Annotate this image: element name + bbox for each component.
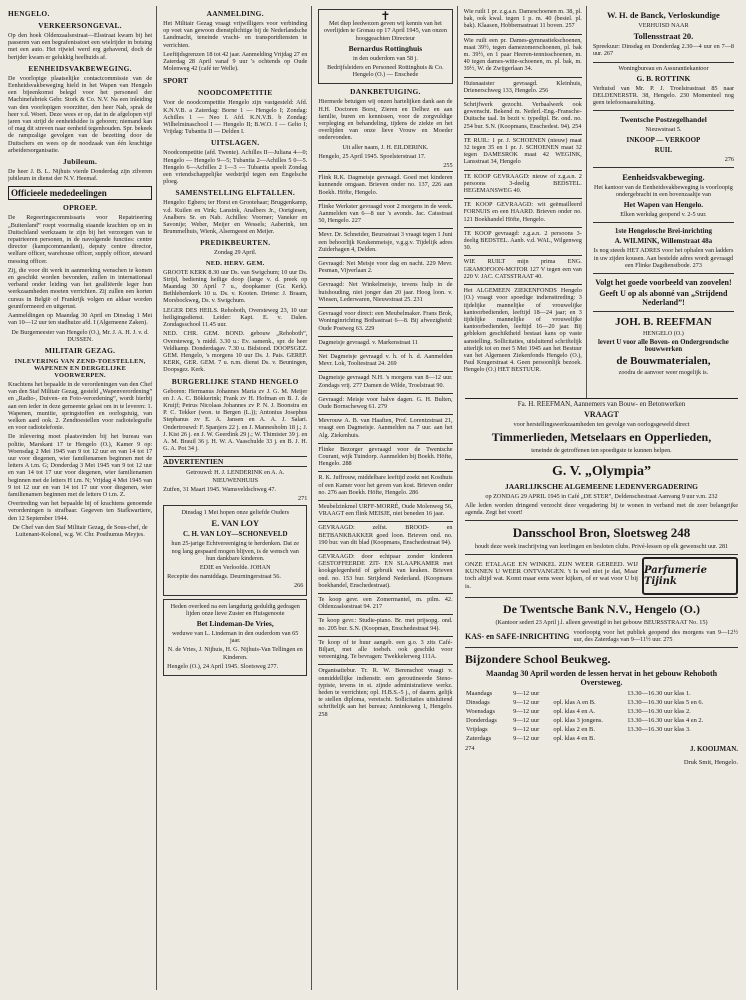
classified-ad [318,393,452,414]
ad-text: in den ouderdom van 58 j. [352,54,418,62]
ad-name: Dansschool Bron, Sloetsweg 248 [512,525,691,541]
cross-icon: ✝ [380,9,391,23]
article-text: Voor de noodcompetitie Hengelo zijn vastgesteld: Afd. K.N.V.B. a Zaterdag: Borne 1 — Hengelo I; Zondag: Achilles 1 — Neo I. Afd. K.N.V.B. b Zondag: Wilhelminaschool I — Hengelo II; B.W.O. I — Gelto I; Vrijdag: Tubantia II — Delden I. [163,99,308,136]
article-title: VERKEERSONGEVAL. [38,21,122,30]
classified-ad [464,34,582,77]
ad-text: TE RUIL: 1 pr. J. SCHOENEN (nieuw) maat 32 tegen 35 en 1 pr. J. SCHOENEN maat 32 tegen DAMESROK maat 42 WEGINK, Lansstraat 34, Hengelo [463,136,582,166]
ad-text: Spreekuur: Dinsdag en Donderdag 2.30—4 uur en 7—8 uur. 267 [592,43,735,58]
article-title: SAMENSTELLING ELFTALLEN. [175,188,296,198]
ad-text: Huisnaaister gevraagd. Kleinhuis, Drienerschweg 133, Hengelo. 256 [463,79,582,94]
ad-housing-bureau [593,62,734,111]
ad-name: De Twentsche Bank N.V., Hengelo (O.) [502,602,700,617]
ad-text: Zutfen, 31 Maart 1945. Wamsveldschweg 47. [163,485,276,493]
signature: De Burgemeester van Hengelo (O.), Mr. J. A. H. J. v. d. DUSSEN. [11,328,149,343]
classified-ad [318,471,452,500]
article-text: Zij, die voor dit werk in aanmerking wenschen te komen en geschikt worden bevonden, zullen in internationaal verband onder leiding van het gealliëerde leger hun werkzaamheden moeten verrichten. Zij zullen een korten cursus in België of Frankrijk volgen en aldaar worden geuniformeerd en uitgerust. [8,266,153,310]
classified-ad [464,77,582,98]
ad-text: teneinde de getroffenen ten spoedigste te kunnen helpen. [531,447,672,455]
ad-name: de Bouwmaterialen, [616,355,711,368]
ad-text: HENGELO (O.) [642,330,684,338]
school-timetable [465,689,738,743]
classified-ad [318,307,452,336]
ad-school [465,648,738,755]
article-text: GROOTE KERK 8.30 uur Ds. van Swigchum; 10 uur Ds. Strijd, bediening heilige doop (lange v. d. preek op Maandag 30 April 7 u., doopkamer (Gr. Kerk). Bethlehemkerk 10 u. Ds. v. Kooten. Driene: J. Braam, Morsbockweg, Ds. v. Swigchum. [163,268,308,305]
ad-text: RUIL [654,145,673,154]
tijink-logo: Parfumerie Tijink [642,557,738,595]
ad-text: Het kantoor van de Eenheidsvakbeweging is voorloopig ondergebracht in een bovenzaaltje van [594,183,733,199]
ad-text: Mevr. Dr. Schneider, Beursstraat 3 vraagt tegen 1 Juni een behoorlijk Keukenmeisje, v.g.g.v. Tijdelijk adres Zuiderhagen 4, Delden. [318,231,453,253]
table-row: Vrijdags 9—12 uur opl. klas 2 en B. 13.30—16.30 uur klas 3. [466,726,691,734]
ad-stamp-shop [593,110,734,166]
classified-ad [318,664,452,721]
ad-text: Schrijfwerk gezocht. Verbaalwerk ook gewenscht. Bekend m. Nederl.-Eng.-Fransche-Duitsche taal. In bezit v. typedipl. Br. ond. no. 254 bur. S.N. (Koopmans, Enschedest. 94). 254 [463,101,582,130]
classified-ad [318,636,452,665]
ad-name: Bijzondere School Beukweg. [465,652,611,667]
ad-name: W. H. de Banck, Verloskundige [607,10,720,20]
column-classifieds-1 [318,6,457,990]
ad-wedding [163,469,307,502]
ad-number: 276 [724,155,735,163]
ad-text: Flink R.K. Dagmeisje gevraagd. Goed met kinderen kunnende omgaan. Brieven onder no. 137, 226 aan Boekh. Höfte, Hengelo. [318,174,453,196]
ad-number: 271 [298,494,308,502]
ad-name: A. WILMINK, Willemstraat 48a [614,237,713,246]
ad-address: Nieuwstraat 5. [645,126,682,134]
ad-perfumery [465,555,738,598]
ad-text: Met diep leedwezen geven wij kennis van het overlijden te Gronau op 17 April 1945, van onzen hooggeachten Directeur [323,20,448,42]
ad-name: C. H. VAN LOY—SCHONEVELD [182,530,288,539]
ad-name: Volgt het goede voorbeeld van zoovelen! [595,278,732,288]
ad-name: Timmerlieden, Metselaars en Opperlieden, [491,430,712,445]
ad-name: Bet Lindeman-De Vries, [196,618,274,628]
table-row: Dinsdags 9—12 uur opl. klas A en B. 13.30—16.30 uur klas 5 en 6. [466,699,704,707]
ad-text: Woningbureau en Assurantiekantoor [618,64,709,72]
article-subtitle: INLEVERING VAN ZEND-TOESTELLEN, WAPENEN EN DERGELIJKE VOORWERPEN. [14,357,146,379]
classified-ad [464,255,582,284]
section-header: HENGELO. [8,9,50,18]
ad-text: Getrouwd: H. J. LENDERINK en A. A. NIEUWENHUIJS [186,469,285,484]
ad-name: Twentsche Postzegelhandel [620,115,707,125]
ad-text: zoodra de aanvoer weer mogelijk is. [618,369,709,377]
ad-text: EDIE en Verloofde. JOHAN [199,563,271,571]
ad-name: Eenheidsvakbeweging. [622,171,705,182]
ad-text: R. K. Juffrouw, middelbare leeftijd zoekt net Kosthuis of een Kamer voor het geven van kost. Brieven onder no. 276 aan Boekh. Höfte, Hengelo. 286 [318,474,453,496]
classified-ad [464,170,582,199]
ad-death-notice [318,9,452,84]
classified-ad [464,6,582,34]
classified-ad [318,336,452,350]
ad-text: Verhuisd van Mr. P. J. Troelstrastraat 85 naar DELDENERSTR. 38, Hengelo. 230 Momenteel nog geen telefoonaansluiting. [592,84,735,107]
ad-text: GEVRAAGD: zelfst. BROOD- en BETBANKBAKKER goed loon. Brieven ond. no. 190 bur. van dit blad (Koopmans, Enschedestraat 94). [318,524,453,546]
classified-ad [318,200,452,229]
ad-union [593,167,734,223]
article-text: De heer J. B. L. Nijhuis vierde Donderdag zijn zilveren jubileum in dienst der N.V. Heemaf. [8,168,153,183]
article-subtitle: UITSLAGEN. [211,138,260,148]
ad-text: (Kantoor sedert 23 April j.l. alleen gevestigd in het gebouw BEURSSTRAAT No. 15) [495,619,708,627]
ad-text: VRAAGT [584,410,619,420]
classified-list [318,171,452,722]
ad-text: TE KOOP gevraagd: z.g.a.n. 2 persoons 3-deelig BEDSTEL. Aanb. v.d. WAL, Wilgenweg 30. [463,229,582,252]
classified-ad [318,614,452,635]
ad-text: Hiermede betuigen wij onzen hartelijken dank aan de H.H. Doctoren Borst, Zieren en Delhez en aan familie, buren en kennissen, voor de zorgvuldige verpleging en behandeling, tijdens de ziekte en het overlijden van onze lieve Vrouw en Moeder ondervonden. [318,98,453,142]
ad-address: Tollensstraat 20. [633,31,694,42]
classified-ad [318,350,452,371]
ad-number: 266 [294,582,304,590]
ad-text: Hengelo (O.), 24 April 1945. Sloetsweg 277. [167,662,279,670]
ad-name: JOH. B. REEFMAN [615,316,712,329]
ad-text: Gevraagd: Net Winkelmeisje, tevens hulp in de huishouding, niet jonger dan 20 jaar. Hoog loon. v. Winsen, Lederwaren, Nieuwstraat 25. 231 [318,281,453,303]
ad-anniversary [163,505,307,595]
ad-text: TE KOOP GEVRAAGD: nieuw of z.g.a.n. 2 persoons 3-deelig BEDSTEL. HEGEMANSWEG 40. [463,172,582,195]
ad-text: Elken werkdag geopend v. 2-5 uur. [620,211,707,219]
article-title: BURGERLIJKE STAND HENGELO [171,376,299,386]
ad-text: TE KOOP GEVRAAGD: wit geëmailleerd FORNUIS en een HAARD. Brieven onder no. 121 Boekhandel Höfte, Hengelo. [463,201,582,223]
column-classifieds-2 [464,6,587,400]
ad-text: Het ALGEMEEN ZIEKENFONDS Hengelo (O.) vraagt voor spoedige indiensttreding: 3 tijdelijke mannelijke of vrouwelijke kantoorbedienden, leeftijd 18—24 jaar; en 3 tijdelijke mannelijke of vrouwelijke kantoorbedienden, leeftijd 16—20 jaar. Bij gebleken geschiktheid bestaat kans op vaste aanstelling. Sollicitaties, uitsluitend schriftelijk uiterlijk tot en met 5 Mei 1945 aan het Bestuur van het Algemeen Ziekenfonds Hengelo (O.), Paul Krugerstraat 4. Geen persoonlijk bezoek. Hengelo (O.) HET BESTUUR. [463,287,582,374]
ad-text: Geeft U op als abonné van „Strijdend Nederland”! [599,289,728,308]
classified-ad [464,98,582,134]
article-subtitle: NOODCOMPETITIE [198,88,273,98]
ad-dance-school [465,521,738,555]
ad-knitting [593,222,734,273]
article-text: Krachtens het bepaalde in de verordeningen van den Chef van den Staf Militair Gezag, gesteld „Wapenverordening” en „Radio-, Duiven- en Foto-verordening”, wordt hierbij aan een ieder in deze gemeente gelast om in te leveren: 1. Wapenen, munitie, springstoffen en oorlogstuig, van welken aard ook. 2. Zendtoestellen voor radiotelegrafie en voor radiotelefonie. [8,380,153,432]
ad-text: Te koop gevr.: Studie-piano. Br. met prijsopg. ond. no. 205 bur. S.N. (Koopman, Enschedestraat 94). [318,617,453,632]
ad-text: Meubelzinkmel URFF-MORRÉ, Oude Molenweg 56, VRAAGT een flink MEISJE, niet beneden 16 jaar. [318,502,453,518]
column-local-news [8,6,157,990]
ad-text: Wie ruilt een pr. Dames-gymnastiekschoenen, maat 39½, tegen damezomerschoenen, pl. bak m. 39½, en 1 paar Heeren-tennisschoenen, m. 40 tegen dames-witte-schoenen, m. pl. bak, m. 39½, W. de Zwijgerlaan 34. [463,36,582,73]
ad-text: houdt deze week inschrijving van leerlingen en besloten clubs. Privé-lessen op elk gewenscht uur. 281 [474,543,729,551]
article-text: Noodcompetitie (afd. Twente). Achilles II—Juliana 4—0; Hengelo — Hengelo 9—5; Tubantia 2—Achilles 5 0—5. Hengelo 6—Achilles 2 1—3 — Tubantia speelt Zondag een vriendschappelijke wedstrijd tegen een Engelsche ploeg. [163,149,308,186]
ad-text: Gevraagd voor direct: een Meubelmaker. Frans Brok, Woninginrichting Bothastraat 6—8. Bij afwezigheid: Oude Postweg 63. 229 [318,310,453,332]
ad-name: KAS- en SAFE-INRICHTING [465,632,570,642]
ad-text: hun 25-jarige Echtvereeniging te herdenken. Dat ze nog lang gespaard mogen blijven, is de wensch van hun dankbare kinderen. [171,540,300,562]
ad-text: N. de Vries, J. Nijhuis, H. G. Nijhuis-Van Tellingen en Kinderen. [167,646,303,661]
ad-text: voorloopig voor het publiek geopend des morgens van 9—12½ uur, des Zaterdags van 9—11½ uur. 275 [573,628,738,643]
article-title: Jubileum. [63,157,98,167]
classified-ad [318,171,452,200]
ad-text: INKOOP — VERKOOP [626,135,701,144]
signature: J. KOOIJMAN. [689,745,738,754]
article-title: MILITAIR GEZAG. [44,345,116,355]
classified-ad [318,257,452,278]
table-row: Zaterdags 9—12 uur opl. klas 4 en B. [466,735,595,743]
ad-obituary [163,599,307,676]
table-row: Donderdags 9—12 uur opl. klas 3 jongens. 13.30—16.30 uur klas 4 en 2. [466,717,704,725]
article-subtitle: NED. HERV. GEM. [205,259,265,267]
ad-text: op ZONDAG 29 APRIL 1945 in Café „DE STER”, Deldenschestraat Aanvang 9 uur v.m. 232 [485,492,718,500]
ad-name: 1ste Hengelosche Brei-inrichting [614,227,712,236]
ad-reefman-vacancy [465,399,738,460]
ad-bank [465,598,738,648]
ad-text: Dagmeisje gevraagd. v. Markenstraat 11 [318,338,419,346]
article-title: AANMELDING. [206,9,264,18]
classified-ad [318,593,452,614]
article-text: Leeftijdsgrenzen 18 tot 42 jaar. Aanmelding Vrijdag 27 en Zaterdag 28 April vanaf 9 uur 's ochtends op Oude Molenweg 42 (café ter Welle). [163,50,308,73]
ad-text: Is nog steeds HET ADRES voor het ophalen van ladders in uw zijden kousen. Aan bestelde adres wordt gevraagd een Flinke Dagdienstbode. 273 [593,247,734,269]
article-text: NED. CHR. GEM. BOND. gebouw „Rehoboth”, Oversteweg, 's midd. 3.30 u.: Ev. samenk., spr. de heer Veldkamp. Donderdagav. 7.30 u. Bidstond. DOOPSGEZ. GEM. Hengelo, 's morgens 10 uur Ds. J. Pais. GEREF. KERK, GER. GEM. 7 u. n.m. dienst Ds. v. Beuningen, Doopsgez. Kerk. [163,330,308,374]
ad-midwife [593,6,734,62]
ad-text: Maandag 30 April worden de lessen hervat in het gebouw Rehoboth Oversteweg. [485,669,718,688]
section-title: ADVERTENTIEN [163,456,307,467]
ad-number: 255 [443,162,453,170]
classified-ad [318,371,452,392]
article-text: Aanmeldingen op Maandag 30 April en Dinsdag 1 Mei van 10—12 uur ten stadhuize afd. I (Algemeene Zaken). [8,312,153,327]
classified-ad [464,134,582,170]
ad-text: VERHUISD NAAR [638,22,689,29]
ad-text: Organisatiebur. Tr. R. W. Berenschot vraagt v. onmiddellijke indiensttr. een geroutineerde Steno-typiste, tevens in st. zijnde administratieve werkz. heden te verrichten; opl. H.B.S.-5 j., of daarm. gelijk te stellen diploma, vereischt. Sollicitaties uitsluitend schriftelijk aan het bureau; Anninksweg 1, Hengelo. 258 [318,667,453,718]
ad-text: GEVRAAGD: door echtpaar zonder kinderen GESTOFFEERDE ZIT- EN SLAAPKAMER met kookgelegenheid of gebruik van keuken. Brieven ond. no. 153 bur. Strijdend Nederland. (Koopmans boekhandel, Enschedestraat). [318,552,453,589]
ad-subscription [593,273,734,311]
ad-text: Mevrouw A. B. van Haaften, Prof. Lorentzstraat 21, vraagt een Dagmeisje. Aanmelden na 7 uur. aan het Alg. Ziekenhuis. [318,417,453,439]
ad-text: ONZE ETALAGE EN WINKEL ZIJN WEER GEREED. WIJ KUNNEN U WEER ONTVANGEN. 't Is wel niet je dat, Maar toch altijd wat. Komt maar eens weer kijken, of er wat voor U bij is. [465,561,638,590]
ad-text: levert U voor alle Boven- en Ondergrondsche bouwwerken [598,339,729,354]
signature: De Chef van den Staf Militair Gezag, de Sous-chef, de Luitenant-Kolonel, w.g. W. Chr. Posthumus Meyjes. [12,523,148,538]
ad-text: JAARLIJKSCHE ALGEMEENE LEDENVERGADERING [505,481,698,491]
column-display-ads [593,6,738,400]
section-title: SPORT [163,76,188,86]
ad-text: Alle leden worden dringend verzocht deze vergadering bij te wonen in verband met de zeer belangrijke agenda. Zegt het voort! [465,501,738,517]
ad-text: weduwe van L. Lindeman in den ouderdom van 65 jaar. [172,629,299,645]
ad-text: Te koop gevr. een Zomermantel, m. pilm. 42. Oldenzaalsestraat 94. 217 [318,595,453,611]
ad-text: Dagmeisje gevraagd N.H. 's morgens van 8—12 uur. Zondags vrij. 277 Damen de Wilde, Troelstraat 90. [318,374,453,389]
classified-ad [464,198,582,227]
wide-ads-block [465,398,738,985]
article-title: PREDIKBEURTEN. [200,238,271,248]
ad-text: Heden overleed na een langdurig geduldig gedragen lijden onze lieve Zuster en Huisgenoote [170,602,300,617]
ad-text: Flinke Bezorger gevraagd voor de Twentsche Courant, wijk Tuindorp. Aanmelden bij Boekh. Höfte, Hengelo. 288 [318,445,453,468]
ad-text: Fa. H. REEFMAN, Aannemers van Bouw- en Betonwerken [517,400,686,408]
ad-text: Dinsdag 1 Mei hopen onze geliefde Ouders [181,509,290,517]
classified-ad [318,443,452,472]
classified-ad [464,284,582,377]
ad-text: WIE RUILT mijn prima ENG. GRAMOFOON-MOTOR 127 V tegen een van 220 V. JAC. CATSSTRAAT 40. [463,258,582,280]
ad-text: Gevraagd: Net Meisje voor dag en nacht. 229 Mevr. Pesman, Vijverlaan 2. [318,260,453,275]
article-title: OPROEP. [63,203,98,213]
article-text: Op den hoek Oldenzaalsestraat—Elsstraat kwam bij het passeren van een begrafenisstoet een wielrijder in botsing met een auto. Het rijwiel werd erg gehavend, doch de berijder kwam er gelukkig heelhuids af. [8,32,153,61]
ad-text: Uit aller naam, J. H. EILDERINK. [342,143,429,151]
ad-text: Bedrijfsleiders en Personeel Rottinghuis & Co. Hengelo (O.) — Enschede [327,64,444,79]
printer-credit: Druk Smit, Hengelo. [683,759,738,767]
ad-number: 274 [465,745,475,753]
ad-title: DANKBETUIGING. [350,87,421,97]
ad-text: Te koop of te huur aangeb. een g.o. 3 zits Café-Biljart, met alle toebeh. ook geschikt voor vereeniging. Te bevragen: Twekkelerweg 111A. [318,638,453,661]
classified-ad [318,414,452,443]
classified-ad [318,550,452,593]
ad-thanks [318,87,452,169]
ad-place: Het Wapen van Hengelo. [623,200,704,210]
ad-name: G. V. „Olympia” [551,463,652,479]
ad-name: G. B. ROTTINK [636,73,691,83]
article-text: Hengelo: Egbers; ter Horst en Grootehaar; Bruggenkamp, v.d. Kuilen en Vink; Lansink, Analbers Jr., Oortgiesen, Analbers Sr. en Nab. Achilles: Voorner; Vaneker en Savonije; Weber, Meijer en Wessels; Aaberink, ten Brummelhuis, Wienk, Alsemgeest en Meijer. [163,199,308,236]
ad-name: Bernardus Rottinghuis [348,43,423,53]
article-text: Geboren: Hermanus Johannes Maria zv J. G. M. Meijer en J. A. C. Bökkerink; Frank zv H. Hofman en B. J. de Kruijf; Petrus Nicolaas Johannes zv P. N. J. Boonstra en P. C. Tekker (won. te Bergen (L.)); Antonius Josephus Stephanus zv E. A. Jansen en A. A. J. Salari. Ondertrouwd: F. Spanjers 22 j. en J. Mannesholm 18 j.; J. J. Kist 26 j. en J. W. Geerdink 29 j.; W. Thimister 39 j. en A. M. Brauil 36 j. H. W. A. Vaaschulde 33 j. en B. J. H. G. A. Pot 34 j. [163,387,308,453]
table-row: Maandags 9—12 uur 13.30—16.30 uur klas 1. [466,690,691,698]
article-text: De voorlopige plaatselijke contactcommissie van de Eenheidsvakbeweging hield in het Wapen van Hengelo een bijeenkomst belegd voor het personeel der Machinefabriek Gebr. Stork & Co. N.V. Na een inleiding van den voorlopigen voorzitter, den heer Nab, sprak de heer v.d. Woert. Deze wees er op, dat in de afgelopen vijf jaren van strijd de eenheidsidee is geboren; niemand kan of mag dit streven naar eenheid tegenhouden. Spr. bekeek de rampzalige gevolgen van de bezetting door de Duitschers en wees op de noodzaak van één krachtige arbeidersorganisatie. [8,74,153,154]
ad-text: Flinke Werkster gevraagd voor 2 morgens in de week. Aanmelden van 6—8 uur 's avonds. Jac. Catsstraat 50, Hengelo. 227 [318,202,453,225]
article-title: EENHEIDSVAKBEWEGING. [28,63,132,73]
ad-reefman-materials [593,311,734,380]
classified-ad [318,228,452,257]
ad-text: Hengelo, 25 April 1945. Spoelsterstraat 17. [318,152,426,160]
ad-text: Gevraagd: Meisje voor halve dagen. G. H. Bulten, Oude Bornscheweg 61. 279 [318,395,453,410]
article-text: De inlevering moet plaatsvinden bij het bureau van politie, Marskant 17 te Hengelo (O.), Kamer 9 op: Woensdag 2 Mei 1945 van 9 tot 12 uur en van 14 tot 17 uur voor diegenen, wier familienamen beginnen met de letters A t.m. G; Donderdag 3 Mei 1945 van 9 tot 12 uur en van 14 tot 17 uur voor diegenen, wier familienamen beginnen met de letters H t.m. N; Vrijdag 4 Mei 1945 van 9 tot 12 uur en van 14 tot 17 uur voor diegenen, wier familienamen beginnen met de letters O t.m. Z. [8,433,153,498]
ad-name: E. VAN LOY [211,518,260,529]
classified-ad [464,227,582,256]
article-text: LEGER DES HEILS. Rehoboth, Oversteweg 23, 10 uur heiligingsdienst. Leider: Kapt. E. v. Dalen. Zondagsschool 11.45 uur. [163,306,308,329]
ad-text: Receptie des namiddags. Deurningerstraat 56. [167,573,281,581]
article-text: Het Militair Gezag vraagt vrijwilligers voor verbinding op voet van gewoon dienstplichtige bij de Nederlandsche Landmacht, teneinde vracht- en transportdiensten te verrichten. [163,20,308,49]
ad-text: Wie ruilt 1 pr. z.g.a.n. Dameschoenen m. 38, pl. bak, ook kwal. tegen 1 p. m. 40 (bestel. pl. bak). Klaasen, Hobbemastraat 11 boven. 257 [463,8,582,30]
ad-text: voor herstellingswerkzaamheden ten gevolge van oorlogsgeweld direct [513,421,690,429]
article-text: Overtreding van het bepaalde bij of krachtens genoemde verordeningen is strafbaar. Gegeven ten Stafkwartiere, den 12 September 1944. [8,500,153,522]
article-date: Zondag 29 April. [214,249,257,257]
article-text: De Regeeringscommissaris voor Repatrieering „Buitenland” roept voormalig staande krachten op en in Duitschland werkzaam te zijn bij het verzorgen van te repatrieeren personen, in de navolgende functies: centre director (kampcommandant), deputy centre director, welfare officer, warehouse officer, supply officer, steward messing officer. [8,214,153,265]
ad-text: Net Dagmeisje gevraagd v. h. of h. d. Aanmelden Mevr. Lok, Tooltestraat 24. 269 [318,352,453,368]
classified-ad [318,521,452,550]
column-news-ads [163,6,312,990]
section-title: Officieele mededeelingen [8,186,152,200]
classified-ad [318,278,452,307]
ad-olympia [465,460,738,522]
table-row: Woensdags 9—12 uur opl. klas 4 en A. 13.30—16.30 uur klas 2. [466,708,691,716]
classified-ad [318,500,452,521]
